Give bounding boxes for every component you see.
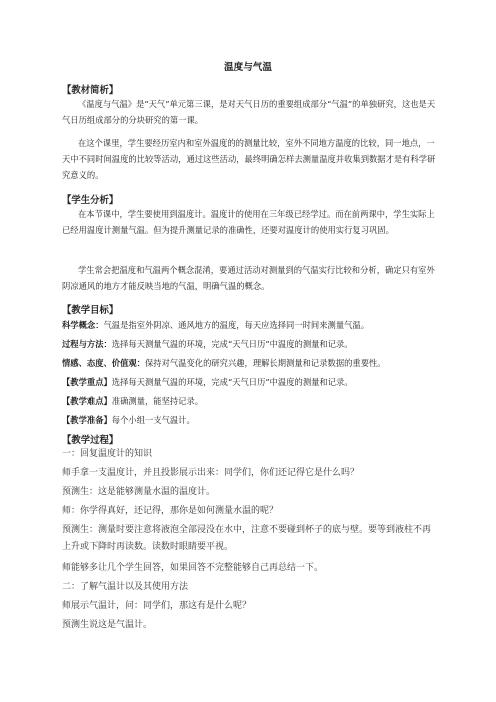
key-point-label: 【教学重点】 [62,377,112,387]
process-line: 师手拿一支温度计，并且投影展示出来：同学们，你们还记得它是什么吗？ [62,468,360,478]
goal-attitude-label: 情感、态度、价值观： [62,358,145,368]
preparation-text: 每个小组一支气温计。 [111,415,195,425]
goal-process [62,336,437,352]
preparation-label: 【教学准备】 [62,415,112,425]
students-paragraph-2: 学生常会把温度和气温两个概念混淆，要通过活动对测量到的气温实行比较和分析，确定只有室外阴凉通风的地方才能反映当地的气温，明确气温的概念。 [62,265,435,291]
process-line: 预测生：这是能够测量水温的温度计。 [62,487,216,497]
materials-paragraph-1: 《温度与气温》是“天气”单元第三课，是对天气日历的重要组成部分“气温”的单独研究，这也是天气日历组成部分的分块研究的第一课。 [62,99,436,125]
process-line: 一：回复温度计的知识 [62,449,153,459]
key-point [62,374,437,390]
process-line: 师展示气温计，问：同学们，那这有是什么呢？ [62,601,252,611]
heading-students: 【学生分析】 [62,195,119,206]
goal-process-text: 选择每天测量气温的环境，完成“天气日历”中温度的测量和记录。 [111,339,353,349]
goal-attitude-text: 保持对气温变化的研究兴趣，理解长期测量和记录数据的重要性。 [144,358,386,368]
process-line: 预测生说这是气温计。 [62,620,153,630]
process-line: 预测生：测量时要注意将液泡全部浸没在水中，注意不要碰到杯子的底与壁。要等到液柱不再上升或下降时再读数。读数时眼睛要平视。 [62,525,432,552]
process-line: 师能够多让几个学生回答，如果回答不完整能够自己再总结一下。 [62,563,324,573]
goal-science [62,317,437,333]
process-line: 师：你学得真好，还记得，那你是如何测量水温的呢？ [62,506,279,516]
preparation [62,412,437,428]
difficulty-label: 【教学难点】 [62,396,112,406]
heading-process: 【教学过程】 [62,435,119,446]
students-paragraph-1: 在本节课中，学生要使用到温度计。温度计的使用在三年级已经学过。而在前两课中，学生实际上已经用温度计测量气温。但为提升测量记录的准确性，还要对温度计的使用实行复习巩固。 [62,209,435,235]
heading-goals: 【教学目标】 [62,305,119,316]
process-line: 二：了解气温计以及其使用方法 [62,582,189,592]
difficulty [62,393,437,409]
difficulty-text: 准确测量，能坚持记录。 [111,396,204,406]
heading-materials: 【教材简析】 [62,85,119,96]
goal-attitude [62,355,437,371]
goal-process-label: 过程与方法： [62,339,112,349]
page-title: 温度与气温 [224,62,272,73]
goal-science-label: 科学概念： [62,320,104,330]
goal-science-text: 气温是指室外阴凉、通风地方的温度，每天应选择同一时间来测量气温。 [103,320,370,330]
materials-paragraph-2: 在这个课里，学生要经历室内和室外温度的的测量比较，室外不同地方温度的比较，同一地点，一天中不同时间温度的比较等活动，通过这些活动，最终明确怎样去测量温度并收集到数据才是有科学研究意义的。 [62,138,436,180]
key-point-text: 选择每天测量气温的环境，完成“天气日历”中温度的测量和记录。 [111,377,353,387]
